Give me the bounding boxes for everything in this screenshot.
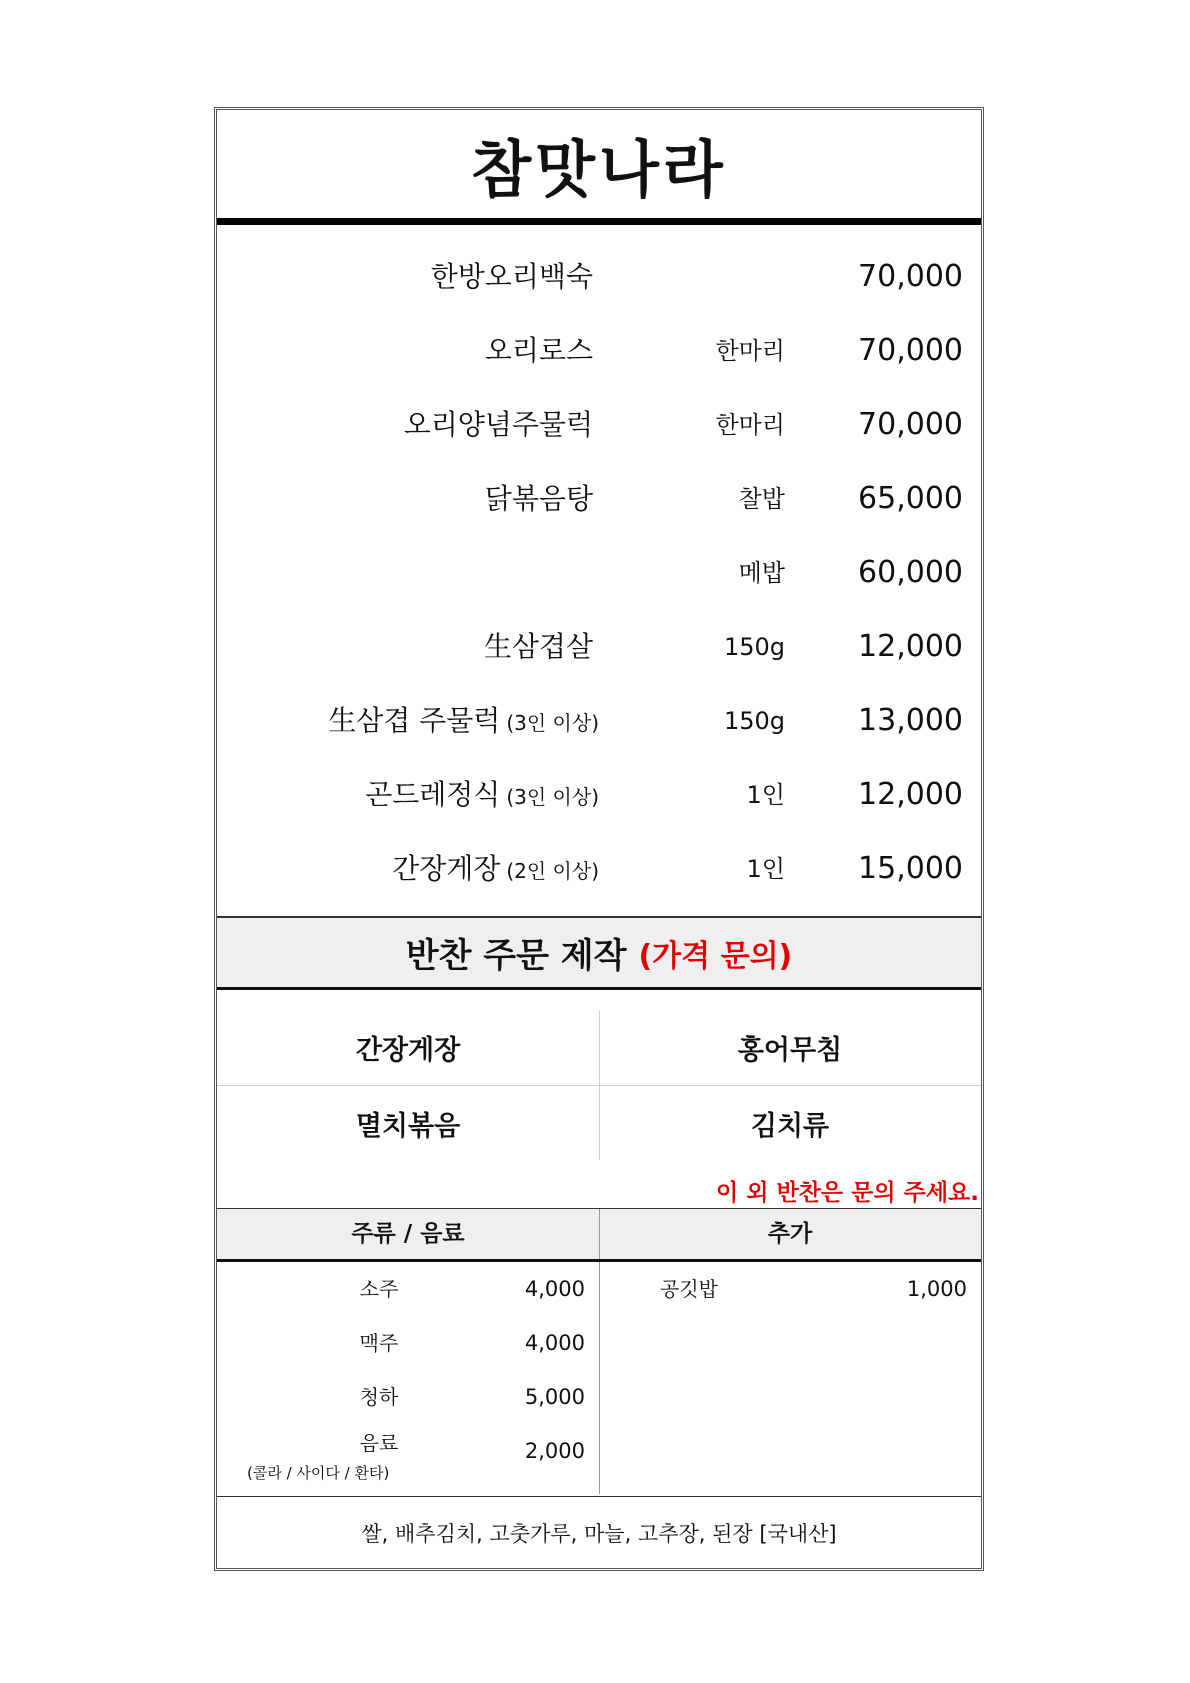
menu-item-price: 12,000 [858, 629, 963, 664]
menu-item [217, 462, 981, 536]
menu-item-name: 간장게장 (2인 이상) [392, 852, 599, 885]
menu-item-name: 한방오리백숙 [430, 260, 593, 293]
menu-item-unit: 1인 [746, 855, 785, 883]
menu-item [217, 758, 981, 832]
extras-heading: 추가 [767, 1221, 813, 1247]
drinks-heading: 주류 / 음료 [351, 1221, 465, 1247]
drink-item [217, 1424, 599, 1482]
banchan-heading-note: (가격 문의) [638, 938, 793, 974]
menu-item-unit: 한마리 [715, 337, 785, 365]
banchan-item: 간장게장 [355, 1034, 461, 1066]
origin-notice: 쌀, 배추김치, 고춧가루, 마늘, 고추장, 된장 [국내산] [217, 1496, 981, 1568]
menu-item-price: 65,000 [858, 481, 963, 516]
drink-sub-note: (콜라 / 사이다 / 환타) [247, 1464, 390, 1482]
menu-item-name: 生삼겹살 [483, 630, 593, 663]
drink-name: 맥주 [359, 1331, 399, 1355]
menu-item [217, 240, 981, 314]
menu-item-name: 生삼겹 주물럭 (3인 이상) [328, 704, 599, 737]
menu-item-unit: 찰밥 [738, 485, 785, 513]
banchan-item: 홍어무침 [737, 1034, 843, 1066]
drink-item [217, 1262, 599, 1316]
extra-price: 1,000 [906, 1277, 967, 1301]
drink-price: 4,000 [524, 1277, 585, 1301]
banchan-inquiry-note: 이 외 반찬은 문의 주세요. [716, 1180, 979, 1206]
menu-item [217, 314, 981, 388]
menu-item-name: 닭볶음탕 [484, 482, 593, 515]
menu-item-name: 오리로스 [484, 334, 593, 367]
drink-price: 2,000 [524, 1439, 585, 1463]
menu-board [214, 107, 984, 1571]
drink-name: 소주 [359, 1277, 399, 1301]
banchan-item: 멸치볶음 [355, 1110, 461, 1142]
extra-name: 공깃밥 [660, 1277, 718, 1301]
menu-item [217, 684, 981, 758]
menu-item-name [593, 536, 599, 610]
banchan-grid [217, 1010, 981, 1160]
menu-item-price: 12,000 [858, 777, 963, 812]
menu-item-unit: 150g [723, 633, 785, 661]
extra-item [600, 1262, 981, 1316]
banchan-heading [217, 916, 981, 990]
menu-item [217, 388, 981, 462]
menu-item [217, 610, 981, 684]
menu-item-unit: 150g [723, 707, 785, 735]
menu-item-name: 오리양념주물럭 [403, 408, 593, 441]
menu-item-price: 70,000 [858, 407, 963, 442]
menu-item [217, 832, 981, 906]
drink-price: 5,000 [524, 1385, 585, 1409]
menu-item [217, 536, 981, 610]
menu-item-price: 15,000 [858, 851, 963, 886]
drinks-extras-header [217, 1208, 981, 1262]
title-divider [217, 218, 981, 225]
menu-item-unit: 1인 [746, 781, 785, 809]
drink-item [217, 1316, 599, 1370]
menu-item-price: 70,000 [858, 259, 963, 294]
drinks-extras-body [217, 1262, 981, 1494]
menu-item-unit: 한마리 [715, 411, 785, 439]
drink-price: 4,000 [524, 1331, 585, 1355]
drink-name: 음료 [359, 1431, 399, 1455]
menu-item-price: 70,000 [858, 333, 963, 368]
menu-item-name: 곤드레정식 (3인 이상) [365, 778, 599, 811]
banchan-heading-text: 반찬 주문 제작 [405, 936, 627, 976]
menu-item-unit: 메밥 [738, 559, 785, 587]
restaurant-title: 참맛나라 [471, 132, 727, 206]
drink-name: 청하 [359, 1385, 399, 1409]
banchan-item: 김치류 [750, 1110, 830, 1142]
menu-item-price: 13,000 [858, 703, 963, 738]
menu-item-price: 60,000 [858, 555, 963, 590]
drink-item [217, 1370, 599, 1424]
